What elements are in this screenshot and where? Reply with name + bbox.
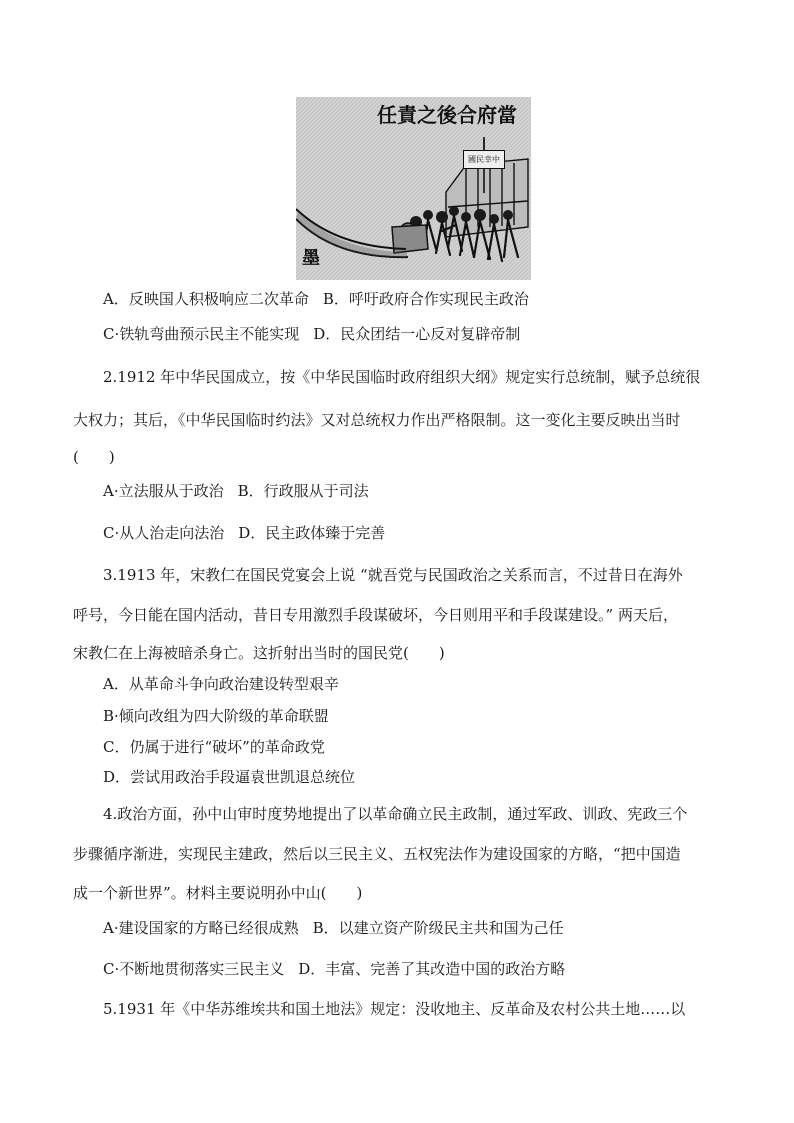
q4-option-d[interactable]: D．丰富、完善了其改造中国的政治方略 <box>298 960 566 978</box>
q4-option-c[interactable]: C·不断地贯彻落实三民主义 <box>103 960 285 978</box>
q3-stem-line-1: 3.1913 年，宋教仁在国民党宴会上说 “就吾党与民国政治之关系而言，不过昔日在海外 <box>103 566 683 584</box>
q3-option-a[interactable]: A．从革命斗争向政治建设转型艰辛 <box>103 675 339 693</box>
q1-options-row-1 <box>103 288 734 310</box>
q4-stem-line-2: 步骤循序渐进，实现民主建政，然后以三民主义、五权宪法作为建设国家的方略，“把中国造 <box>73 845 681 863</box>
q3-option-d[interactable]: D．尝试用政治手段逼袁世凯退总统位 <box>103 768 356 786</box>
q2-options-row-1 <box>103 480 734 502</box>
q4-stem-line-1: 4.政治方面，孙中山审时度势地提出了以革命确立民主政制，通过军政、训政、宪政三个 <box>103 805 688 823</box>
q2-option-d[interactable]: D．民主政体臻于完善 <box>238 524 386 542</box>
q3-stem-line-2: 呼号，今日能在国内活动，昔日专用激烈手段谋破坏，今日则用平和手段谋建设。” 两天后， <box>73 606 678 624</box>
cartoon-signature: 墨 <box>302 248 320 269</box>
q2-stem-line-1: 2.1912 年中华民国成立，按《中华民国临时政府组织大纲》规定实行总统制，赋予总统很 <box>103 368 701 386</box>
q4-stem-line-3: 成一个新世界”。材料主要说明孙中山( ) <box>73 884 363 902</box>
q3-option-b[interactable]: B·倾向改组为四大阶级的革命联盟 <box>103 707 329 725</box>
q4-options-row-1 <box>103 917 734 939</box>
q5-stem-line-1: 5.1931 年《中华苏维埃共和国土地法》规定：没收地主、反革命及农村公共土地……以 <box>103 1000 686 1018</box>
q4-options-row-2 <box>103 958 734 980</box>
q4-option-b[interactable]: B．以建立资产阶级民主共和国为己任 <box>312 919 564 937</box>
q2-option-a[interactable]: A·立法服从于政治 <box>103 482 224 500</box>
q2-option-c[interactable]: C·从人治走向法治 <box>103 524 225 542</box>
q1-option-c[interactable]: C·铁轨弯曲预示民主不能实现 <box>103 325 300 343</box>
q2-options-row-2 <box>103 522 734 544</box>
q2-option-b[interactable]: B．行政服从于司法 <box>237 482 369 500</box>
q3-stem-line-3: 宋教仁在上海被暗杀身亡。这折射出当时的国民党( ) <box>73 644 445 662</box>
q1-option-a[interactable]: A．反映国人积极响应二次革命 <box>103 290 309 308</box>
q2-stem-line-3: ( ) <box>73 448 115 466</box>
cartoon-flag: 國民幸中 <box>463 150 505 169</box>
q1-options-row-2 <box>103 323 734 345</box>
q1-option-d[interactable]: D．民众团结一心反对复辟帝制 <box>313 325 521 343</box>
cartoon-title: 任責之後合府當 <box>377 103 517 127</box>
q2-stem-line-2: 大权力；其后，《中华民国临时约法》又对总统权力作出严格限制。这一变化主要反映出当时 <box>73 411 681 429</box>
q4-option-a[interactable]: A·建设国家的方略已经很成熟 <box>103 919 299 937</box>
q1-option-b[interactable]: B．呼吁政府合作实现民主政治 <box>322 290 529 308</box>
q3-option-c[interactable]: C．仍属于进行“破坏”的革命政党 <box>103 738 325 756</box>
cartoon-figure <box>296 97 531 280</box>
